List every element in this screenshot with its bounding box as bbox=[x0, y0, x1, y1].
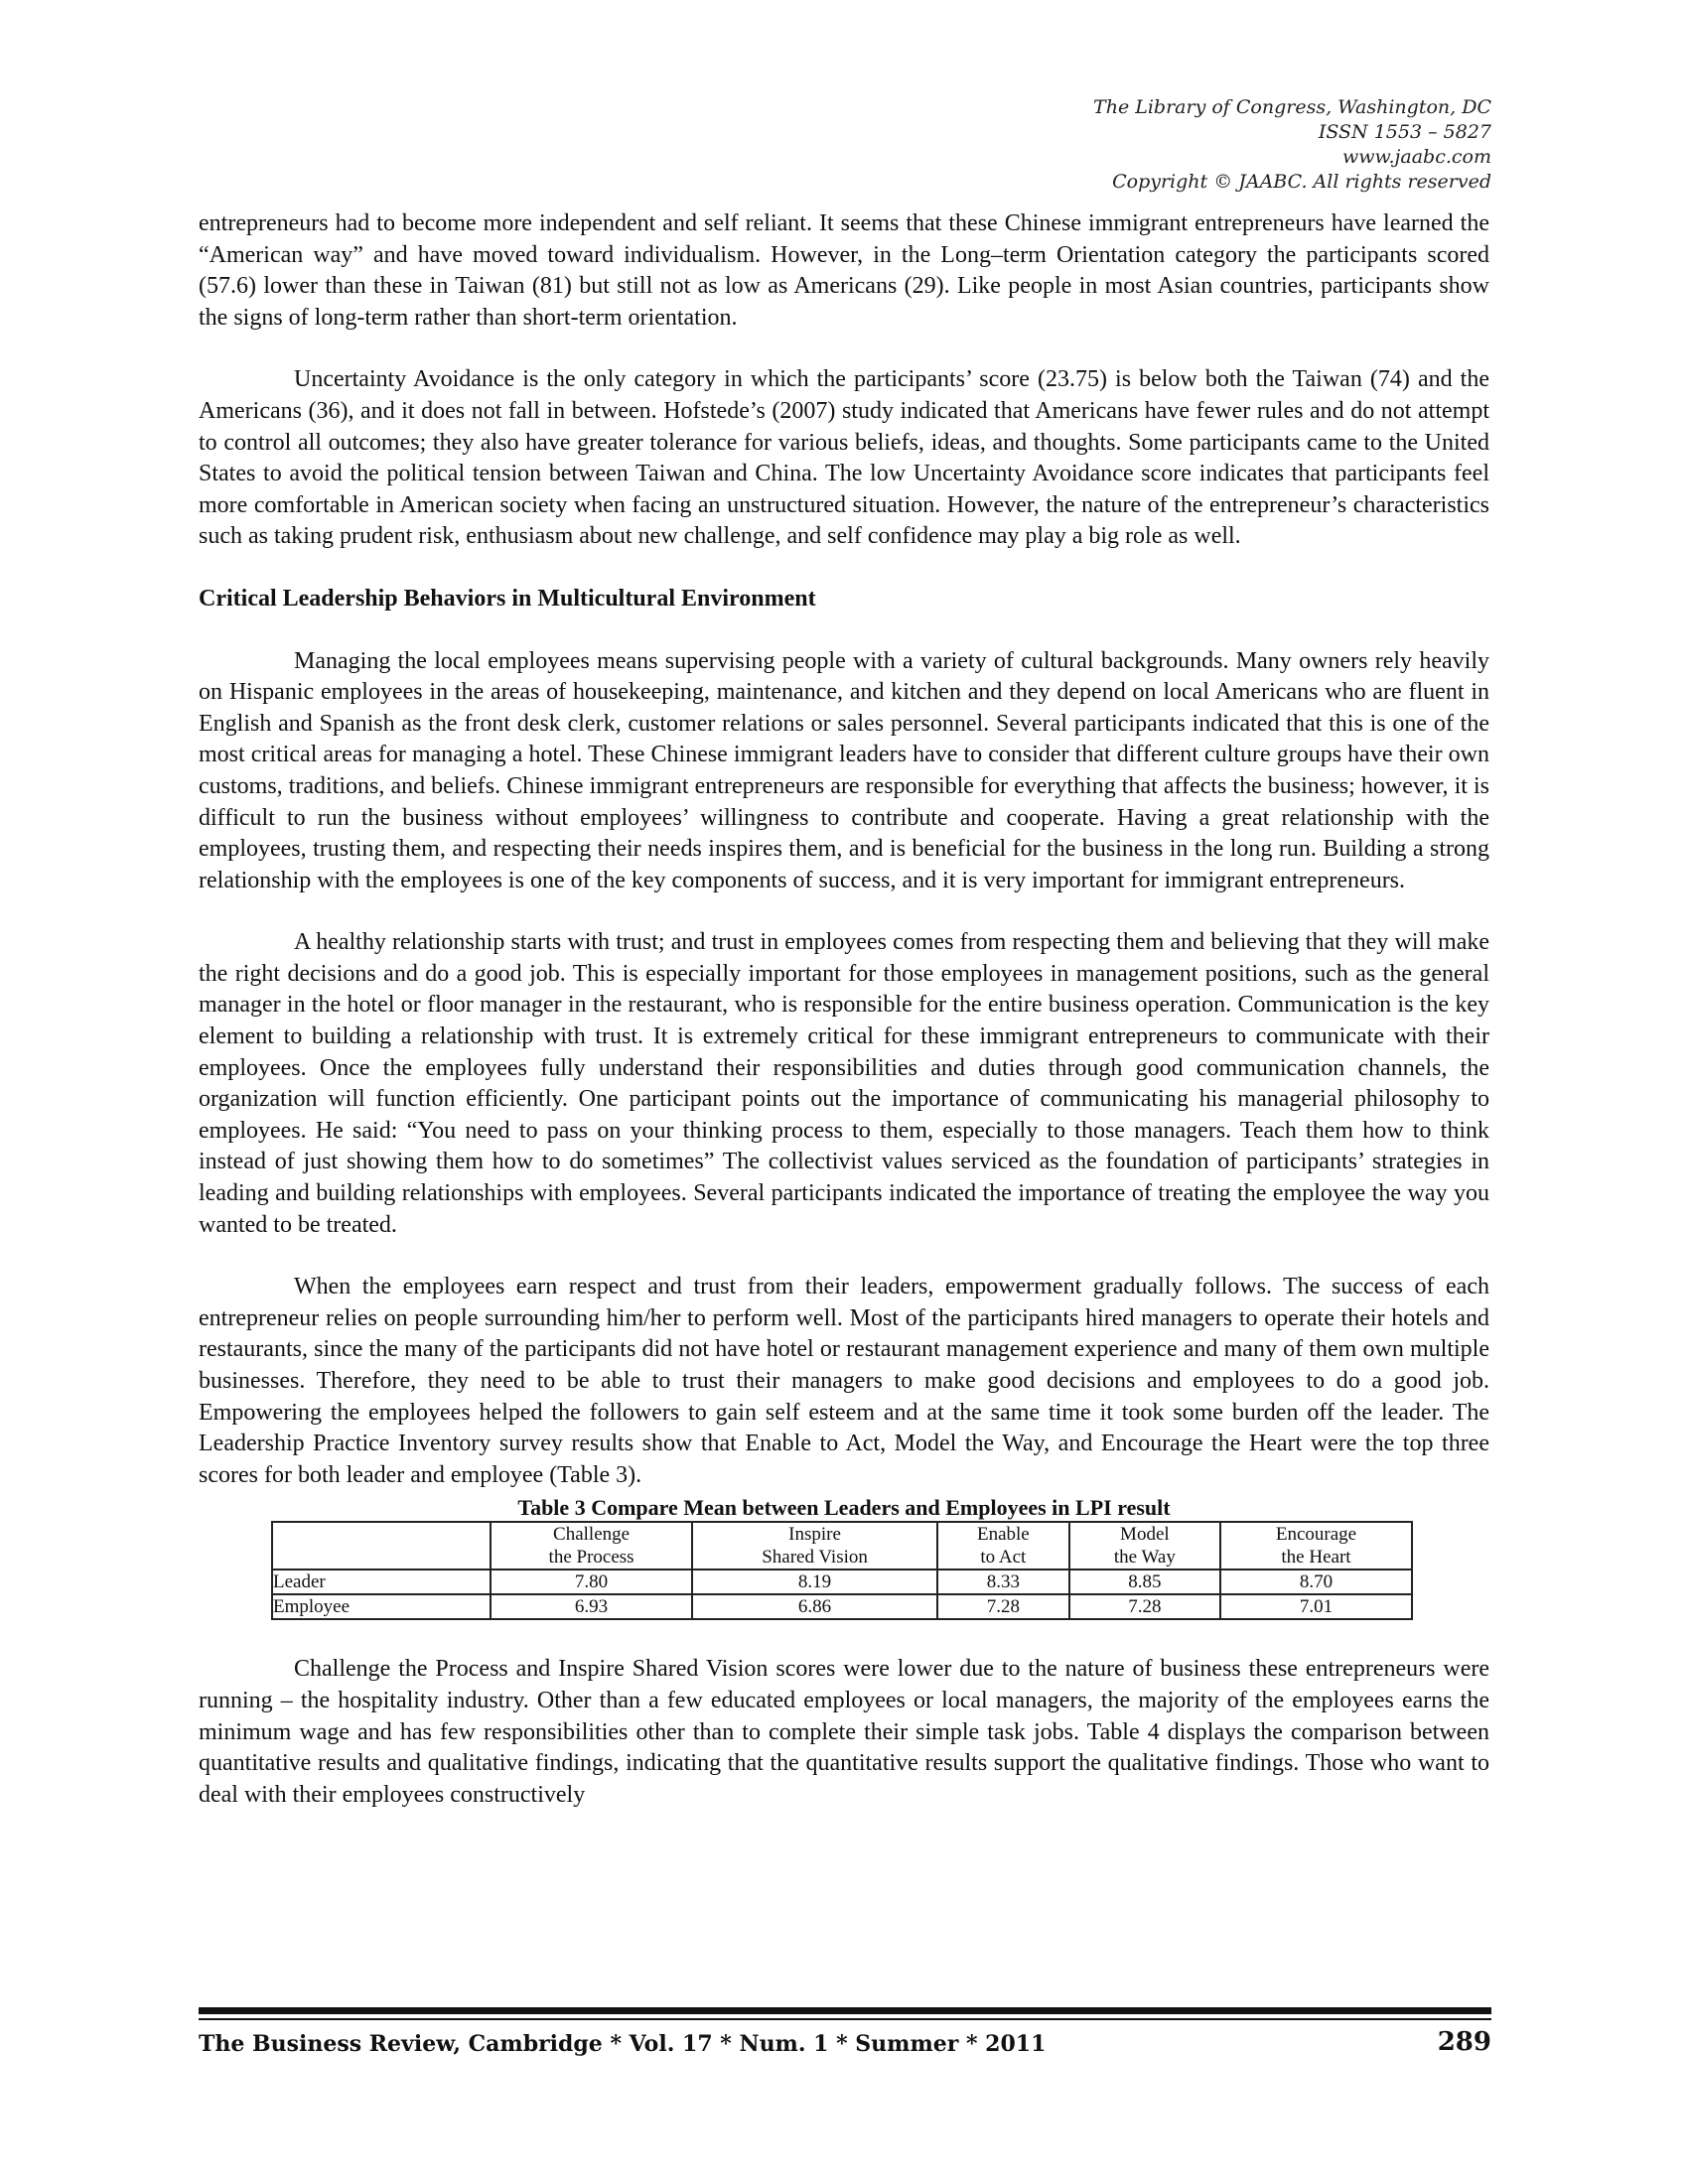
row-label: Leader bbox=[272, 1570, 491, 1594]
row-label: Employee bbox=[272, 1594, 491, 1619]
paragraph-1: entrepreneurs had to become more independent and self reliant. It seems that these Chinese immigrant entrepreneurs have learned the “American way” and have moved toward individualism. However, in the Long–term Orientation category the participants scored (57.6) lower than these in Taiwan (81) but still not as low as Americans (29). Like people in most Asian countries, participants show the signs of long-term rather than short-term orientation. bbox=[199, 210, 1489, 331]
table-header-cell: Challenge the Process bbox=[491, 1522, 692, 1570]
running-header bbox=[1093, 95, 1491, 195]
header-line-2: ISSN 1553 – 5827 bbox=[1318, 121, 1491, 143]
table-header-cell: Encourage the Heart bbox=[1220, 1522, 1412, 1570]
table-cell: 8.33 bbox=[937, 1570, 1069, 1594]
page-number: 289 bbox=[1437, 2027, 1491, 2057]
table-header-cell: Model the Way bbox=[1069, 1522, 1220, 1570]
table-header-cell: Enable to Act bbox=[937, 1522, 1069, 1570]
table-cell: 7.01 bbox=[1220, 1594, 1412, 1619]
body-text bbox=[199, 208, 1489, 1811]
table-header-row bbox=[272, 1522, 1412, 1570]
footer-rule bbox=[199, 2007, 1491, 2014]
paragraph-5: When the employees earn respect and trust from their leaders, empowerment gradually follows. The success of each entrepreneur relies on people surrounding him/her to perform well. Most of the participants hired managers to operate their hotels and restaurants, since the many of the participants did not have hotel or restaurant management experience and many of them own multiple businesses. Therefore, they need to be able to trust their managers to make good decisions and employees to do a good job. Empowering the employees helped the followers to gain self esteem and at the same time it took some burden off the leader. The Leadership Practice Inventory survey results show that Enable to Act, Model the Way, and Encourage the Heart were the top three scores for both leader and employee (Table 3). bbox=[199, 1274, 1489, 1488]
table-row bbox=[272, 1570, 1412, 1594]
table-cell: 7.28 bbox=[1069, 1594, 1220, 1619]
table-cell: 6.93 bbox=[491, 1594, 692, 1619]
table-row bbox=[272, 1594, 1412, 1619]
table-cell: 8.70 bbox=[1220, 1570, 1412, 1594]
table-3 bbox=[199, 1495, 1489, 1620]
lpi-table bbox=[271, 1521, 1413, 1620]
table-cell: 6.86 bbox=[692, 1594, 937, 1619]
section-heading: Critical Leadership Behaviors in Multicultural Environment bbox=[199, 585, 816, 612]
header-line-4: Copyright © JAABC. All rights reserved bbox=[1112, 171, 1491, 193]
table-header-cell: Inspire Shared Vision bbox=[692, 1522, 937, 1570]
paragraph-4: A healthy relationship starts with trust; and trust in employees comes from respecting them and believing that they will make the right decisions and do a good job. This is especially important for those employees in management positions, such as the general manager in the hotel or floor manager in the restaurant, who is responsible for the entire business operation. Communication is the key element to building a relationship with trust. It is extremely critical for these immigrant entrepreneurs to communicate with their employees. Once the employees fully understand their responsibilities and duties through good communication channels, the organization will function efficiently. One participant points out the importance of communicating his managerial philosophy to employees. He said: “You need to pass on your thinking process to them, especially to those managers. Teach them how to think instead of just showing them how to do sometimes” The collectivist values serviced as the foundation of participants’ strategies in leading and building relationships with employees. Several participants indicated the importance of treating the employee the way you wanted to be treated. bbox=[199, 929, 1489, 1238]
table-caption: Table 3 Compare Mean between Leaders and Employees in LPI result bbox=[517, 1495, 1171, 1521]
paragraph-6: Challenge the Process and Inspire Shared Vision scores were lower due to the nature of business these entrepreneurs were running – the hospitality industry. Other than a few educated employees or local managers, the majority of the employees earns the minimum wage and has few responsibilities other than to complete their simple task jobs. Table 4 displays the comparison between quantitative results and qualitative findings, indicating that the quantitative results support the qualitative findings. Those who want to deal with their employees constructively bbox=[199, 1656, 1489, 1808]
paragraph-2: Uncertainty Avoidance is the only category in which the participants’ score (23.75) is below both the Taiwan (74) and the Americans (36), and it does not fall in between. Hofstede’s (2007) study indicated that Americans have fewer rules and do not attempt to control all outcomes; they also have greater tolerance for various beliefs, ideas, and thoughts. Some participants came to the United States to avoid the political tension between Taiwan and China. The low Uncertainty Avoidance score indicates that participants feel more comfortable in American society when facing an unstructured situation. However, the nature of the entrepreneur’s characteristics such as taking prudent risk, enthusiasm about new challenge, and self confidence may play a big role as well. bbox=[199, 366, 1489, 550]
table-cell: 7.80 bbox=[491, 1570, 692, 1594]
table-cell: 7.28 bbox=[937, 1594, 1069, 1619]
table-cell: 8.19 bbox=[692, 1570, 937, 1594]
paragraph-3: Managing the local employees means supervising people with a variety of cultural backgrounds. Many owners rely heavily on Hispanic employees in the areas of housekeeping, maintenance, and kitchen and they depend on local Americans who are fluent in English and Spanish as the front desk clerk, customer relations or sales personnel. Several participants indicated that this is one of the most critical areas for managing a hotel. These Chinese immigrant leaders have to consider that different culture groups have their own customs, traditions, and beliefs. Chinese immigrant entrepreneurs are responsible for everything that affects the business; however, it is difficult to run the business without employees’ willingness to contribute and cooperate. Having a great relationship with the employees, trusting them, and respecting their needs inspires them, and is beneficial for the business in the long run. Building a strong relationship with the employees is one of the key components of success, and it is very important for immigrant entrepreneurs. bbox=[199, 647, 1489, 893]
header-line-3: www.jaabc.com bbox=[1341, 146, 1491, 168]
journal-footer: The Business Review, Cambridge * Vol. 17 * Num. 1 * Summer * 2011 bbox=[199, 2031, 1047, 2057]
table-cell: 8.85 bbox=[1069, 1570, 1220, 1594]
header-line-1: The Library of Congress, Washington, DC bbox=[1093, 96, 1491, 118]
footer-rule-thin bbox=[199, 2018, 1491, 2020]
table-corner-cell bbox=[272, 1522, 491, 1570]
